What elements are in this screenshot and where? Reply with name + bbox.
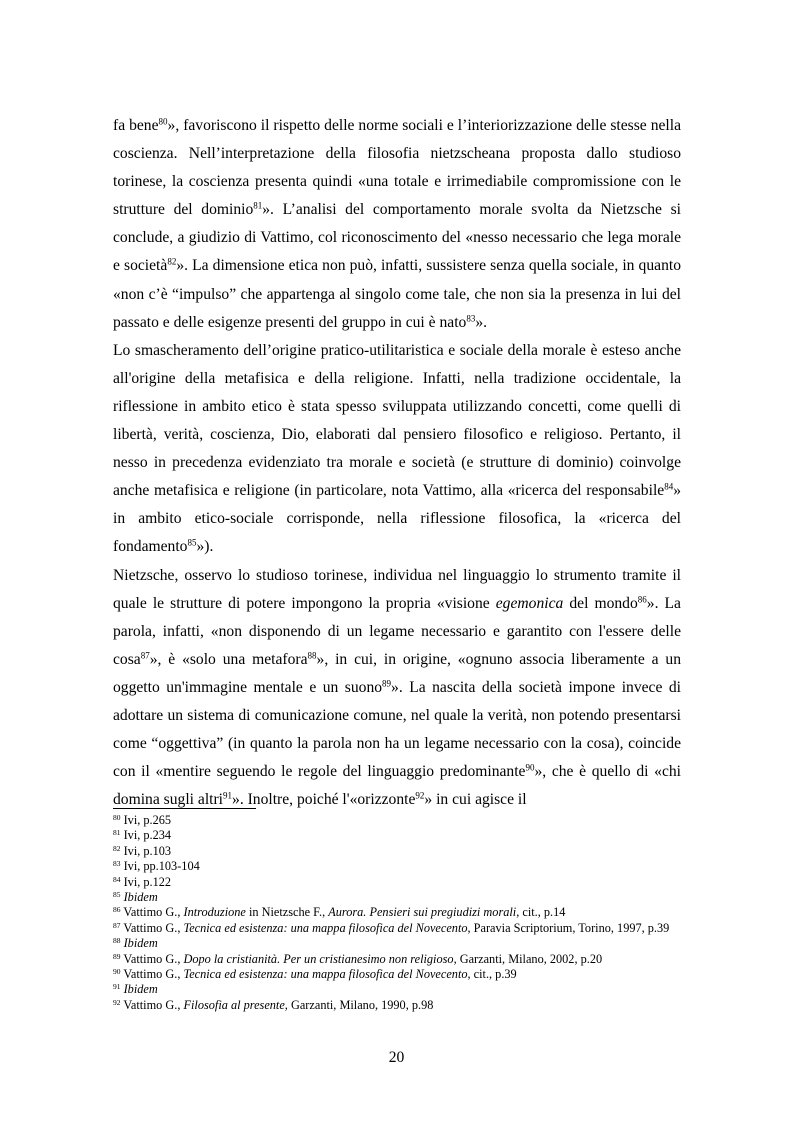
footnote-reference: 85: [187, 538, 197, 549]
italic-text: egemonica: [495, 594, 564, 612]
footnote-text: [124, 890, 158, 904]
footnote-number: 91: [113, 982, 121, 992]
footnote-reference: 80: [158, 116, 168, 127]
footnote: [113, 875, 681, 890]
footnote-separator: [113, 808, 256, 809]
footnote-text: Ivi, p.103: [123, 843, 172, 858]
footnote-text: Vattimo G., Filosofia al presente, Garzanti, Milano, 1990, p.98: [123, 997, 434, 1012]
footnote-number: 92: [113, 997, 121, 1007]
italic-text: Ibidem: [123, 982, 158, 997]
footnote: [113, 967, 681, 982]
footnote-reference: 87: [140, 650, 150, 661]
italic-text: Filosofia al presente,: [183, 997, 288, 1012]
footnote-number: 89: [113, 951, 121, 961]
footnote-reference: 91: [223, 790, 233, 801]
italic-text: Introduzione: [183, 905, 246, 920]
footnote: [113, 813, 681, 828]
italic-text: Dopo la cristianità. Per un cristianesimo non religioso: [183, 951, 454, 966]
footnote-number: 85: [113, 889, 121, 899]
footnote-text: [124, 936, 158, 950]
footnote: [113, 921, 681, 936]
footnote: [113, 859, 681, 874]
footnote-text: Vattimo G., Introduzione in Nietzsche F., Aurora. Pensieri sui pregiudizi morali, cit., p.14: [123, 905, 566, 920]
footnote-number: 84: [113, 874, 121, 884]
footnote-reference: 92: [415, 790, 425, 801]
footnote-text: Ivi, p.265: [123, 813, 172, 827]
footnote-number: 88: [113, 936, 121, 946]
italic-text: Tecnica ed esistenza: una mappa filosofica del Novecento: [183, 920, 468, 935]
footnote-reference: 88: [307, 650, 317, 661]
footnote-number: 87: [113, 920, 121, 930]
italic-text: Aurora. Pensieri sui pregiudizi morali: [328, 905, 517, 920]
page-number: 20: [388, 1049, 405, 1066]
footnote-number: 83: [113, 859, 121, 869]
footnote-number: 81: [113, 828, 121, 838]
paragraph: Lo smascheramento dell’origine pratico-utilitaristica e sociale della morale è esteso anche all'origine della metafisica e della religione. Infatti, nella tradizione occidentale, la riflessione in ambito etico è stata spesso sviluppata utilizzando concetti, come quelli di libertà, verità, coscienza, Dio, elaborati dal pensiero filosofico e religioso. Pertanto, il nesso in precedenza evidenziato tra morale e società (e strutture di dominio) coinvolge anche metafisica e religione (in particolare, nota Vattimo, alla «ricerca del responsabile$^{84}$» in ambito etico-sociale corrisponde, nella riflessione filosofica, la «ricerca del fondamento$^{85}$»).: [113, 341, 681, 556]
footnote-reference: 84: [664, 481, 674, 492]
paragraph: Nietzsche, osservo lo studioso torinese, individua nel linguaggio lo strumento tramite il quale le strutture di potere impongono la propria «visione egemonica del mondo$^{86}$». La parola, infatti, «non disponendo di un legame necessario e garantito con l'essere delle cosa$^{87}$», è «solo una metafora$^{88}$», in cui, in origine, «ognuno associa liberamente a un oggetto un'immagine mentale e un suono$^{89}$». La nascita della società impone invece di adottare un sistema di comunicazione comune, nel quale la verità, non potendo presentarsi come “oggettiva” (in quanto la parola non ha un legame necessario con la cosa), coincide con il «mentire seguendo le regole del linguaggio predominante$^{90}$», che è quello di «chi domina sugli altri$^{91}$». Inoltre, poiché l'«orizzonte$^{92}$» in cui agisce il: [113, 566, 682, 809]
footnote-reference: 82: [167, 257, 177, 268]
footnote: [113, 936, 681, 951]
footnote: [113, 890, 681, 905]
footnote: [113, 952, 681, 967]
italic-text: Tecnica ed esistenza: una mappa filosofica del Novecento: [183, 967, 468, 982]
footnote: [113, 982, 681, 997]
footnote-reference: 90: [525, 762, 535, 773]
footnote: [113, 905, 681, 920]
footnote-text: Ivi, p.234: [123, 828, 172, 843]
footnote-reference: 89: [382, 678, 392, 689]
footnotes-list: [113, 813, 681, 1013]
footnote-text: Ivi, p.122: [123, 874, 172, 889]
footnote-number: 86: [113, 905, 121, 915]
italic-text: Ibidem: [123, 936, 158, 951]
footnote: [113, 828, 681, 843]
footnote: [113, 998, 681, 1013]
footnote: [113, 844, 681, 859]
footnote-number: 82: [113, 843, 121, 853]
footnote-text: Ivi, pp.103-104: [123, 859, 200, 874]
footnote-text: Vattimo G., Tecnica ed esistenza: una mappa filosofica del Novecento, cit., p.39: [123, 967, 517, 982]
italic-text: Ibidem: [123, 890, 158, 905]
footnote-text: [124, 982, 158, 996]
footnote-text: Vattimo G., Tecnica ed esistenza: una mappa filosofica del Novecento, Paravia Scriptorium, Torino, 1997, p.39: [123, 920, 670, 935]
footnote-reference: 86: [637, 594, 647, 605]
footnote-number: 80: [113, 812, 121, 822]
footnote-text: Vattimo G., Dopo la cristianità. Per un cristianesimo non religioso, Garzanti, Milano, 2002, p.20: [123, 951, 603, 966]
body-text: [113, 112, 681, 814]
footnote-number: 90: [113, 966, 121, 976]
paragraph: fa bene$^{80}$», favoriscono il rispetto delle norme sociali e l’interiorizzazione delle stesse nella coscienza. Nell’interpretazione della filosofia nietzscheana proposta dallo studioso torinese, la coscienza presenta quindi «una totale e irrimediabile compromissione con le strutture del dominio$^{81}$». L’analisi del comportamento morale svolta da Nietzsche si conclude, a giudizio di Vattimo, col riconoscimento del «nesso necessario che lega morale e società$^{82}$». La dimensione etica non può, infatti, sussistere senza quella sociale, in quanto «non c’è “impulso” che appartenga al singolo come tale, che non sia la presenza in lui del passato e delle esigenze presenti del gruppo in cui è nato$^{83}$».: [113, 116, 681, 331]
footnote-reference: 81: [253, 200, 263, 211]
footnote-reference: 83: [466, 313, 476, 324]
